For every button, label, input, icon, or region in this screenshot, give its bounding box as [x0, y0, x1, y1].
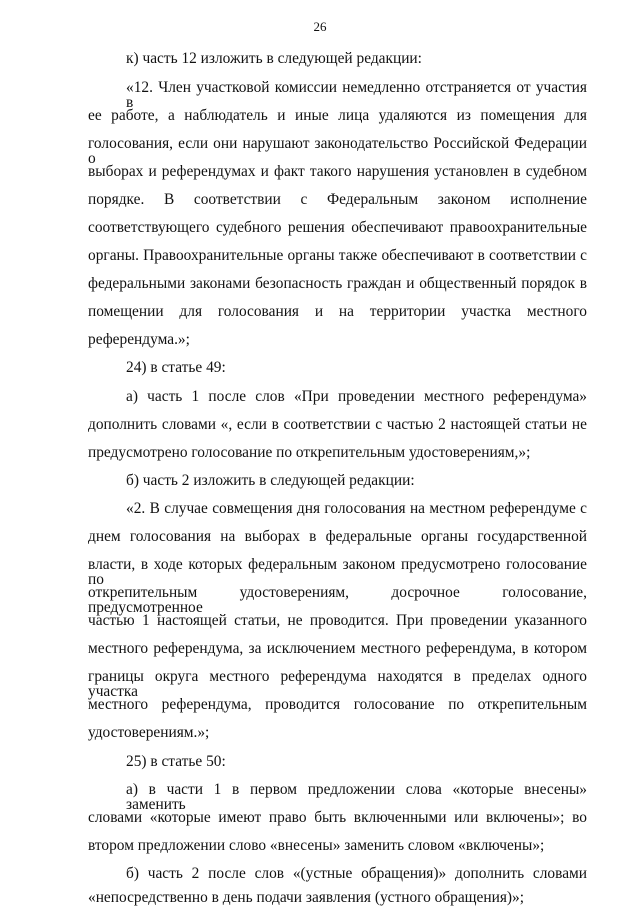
text-line: выборах и референдумах и факт такого нарушения установлен в судебном — [88, 163, 587, 180]
text-line: открепительным удостоверениям, досрочное голосование, предусмотренное — [88, 584, 587, 617]
text-line: удостоверениям.»; — [88, 724, 210, 741]
text-line: словами «которые имеют право быть включенными или включены»; во — [88, 809, 587, 826]
text-line: референдума.»; — [88, 331, 190, 348]
text-line: органы. Правоохранительные органы также обеспечивают в соответствии с — [88, 247, 587, 264]
text-line: «2. В случае совмещения дня голосования на местном референдуме с — [126, 500, 587, 517]
text-line: соответствующего судебного решения обеспечивают правоохранительные — [88, 219, 587, 236]
text-line: федеральными законами безопасность граждан и общественный порядок в — [88, 275, 587, 292]
text-line: днем голосования на выборах в федеральные органы государственной — [88, 528, 587, 545]
text-line: к) часть 12 изложить в следующей редакции: — [126, 50, 422, 67]
text-line: а) часть 1 после слов «При проведении местного референдума» — [126, 388, 587, 405]
text-line: ее работе, а наблюдатель и иные лица удаляются из помещения для — [88, 107, 587, 124]
text-line: границы округа местного референдума находятся в пределах одного участка — [88, 668, 587, 701]
text-line: б) часть 2 изложить в следующей редакции: — [126, 472, 415, 489]
text-line: порядке. В соответствии с Федеральным законом исполнение — [88, 191, 587, 208]
text-line: предусмотрено голосование по открепительным удостоверениям,»; — [88, 444, 531, 461]
text-line: частью 1 настоящей статьи, не проводится. При проведении указанного — [88, 612, 587, 629]
text-line: «непосредственно в день подачи заявления (устного обращения)»; — [88, 889, 525, 906]
text-line: местного референдума, за исключением местного референдума, в котором — [88, 640, 587, 657]
text-line: помещении для голосования и на территории участка местного — [88, 303, 587, 320]
text-line: а) в части 1 в первом предложении слова «которые внесены» заменить — [126, 781, 587, 814]
text-line: «12. Член участковой комиссии немедленно отстраняется от участия в — [126, 79, 587, 112]
text-line: местного референдума, проводится голосование по открепительным — [88, 696, 587, 713]
text-line: б) часть 2 после слов «(устные обращения)» дополнить словами — [126, 865, 587, 882]
text-line: власти, в ходе которых федеральным законом предусмотрено голосование по — [88, 556, 587, 589]
page-number: 26 — [313, 19, 327, 34]
text-line: 25) в статье 50: — [126, 753, 226, 770]
text-line: 24) в статье 49: — [126, 359, 226, 376]
text-line: втором предложении слово «внесены» заменить словом «включены»; — [88, 837, 545, 854]
text-line: голосования, если они нарушают законодательство Российской Федерации о — [88, 135, 587, 168]
text-line: дополнить словами «, если в соответствии с частью 2 настоящей статьи не — [88, 416, 587, 433]
